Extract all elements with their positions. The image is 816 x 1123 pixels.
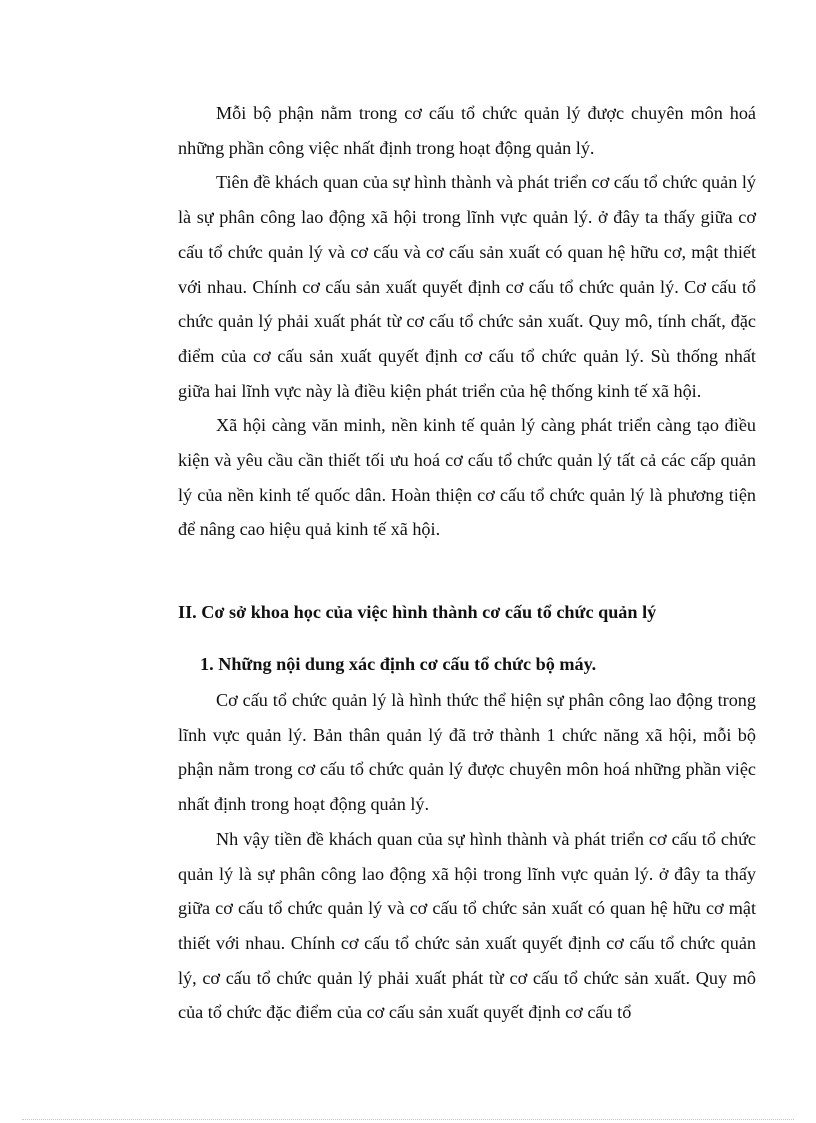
subsection-heading: 1. Những nội dung xác định cơ cấu tổ chức bộ máy. [200,654,597,674]
paragraph-4: Cơ cấu tổ chức quản lý là hình thức thể hiện sự phân công lao động trong lĩnh vực quản lý. Bản thân quản lý đã trở thành 1 chức năng xã hội, mỗi bộ phận nằm trong cơ cấu tổ chức quản lý được chuyên môn hoá những phần việc nhất định trong hoạt động quản lý. [178,690,756,815]
paragraph-1: Mỗi bộ phận nằm trong cơ cấu tổ chức quản lý được chuyên môn hoá những phần công việc nhất định trong hoạt động quản lý. [178,103,756,158]
body-text-top [178,96,756,547]
page-bottom-divider [22,1119,794,1120]
paragraph-5: Nh vậy tiền đề khách quan của sự hình thành và phát triển cơ cấu tổ chức quản lý là sự phân công lao động xã hội trong lĩnh vực quản lý. ở đây ta thấy giữa cơ cấu tổ chức quản lý và cơ cấu tổ chức sản xuất có quan hệ hữu cơ mật thiết với nhau. Chính cơ cấu tổ chức sản xuất quyết định cơ cấu tổ chức quản lý, cơ cấu tổ chức quản lý phải xuất phát từ cơ cấu tổ chức sản xuất. Quy mô của tổ chức đặc điểm của cơ cấu sản xuất quyết định cơ cấu tổ [178,828,756,1023]
paragraph-2: Tiên đề khách quan của sự hình thành và phát triển cơ cấu tổ chức quản lý là sự phân công lao động xã hội trong lĩnh vực quản lý. ở đây ta thấy giữa cơ cấu tổ chức quản lý và cơ cấu và cơ cấu sản xuất có quan hệ hữu cơ, mật thiết với nhau. Chính cơ cấu sản xuất quyết định cơ cấu tổ chức quản lý. Cơ cấu tổ chức quản lý phải xuất phát từ cơ cấu tổ chức sản xuất. Quy mô, tính chất, đặc điểm của cơ cấu sản xuất quyết định cơ cấu tổ chức quản lý. Sù thống nhất giữa hai lĩnh vực này là điều kiện phát triển của hệ thống kinh tế xã hội. [178,172,756,401]
body-text-bottom [178,683,756,1030]
section-heading: II. Cơ sở khoa học của việc hình thành cơ cấu tổ chức quản lý [178,602,657,622]
paragraph-3: Xã hội càng văn minh, nền kinh tế quản lý càng phát triển càng tạo điều kiện và yêu cầu cần thiết tối ưu hoá cơ cấu tổ chức quản lý tất cả các cấp quản lý của nền kinh tế quốc dân. Hoàn thiện cơ cấu tổ chức quản lý là phương tiện để nâng cao hiệu quả kinh tế xã hội. [178,415,756,540]
